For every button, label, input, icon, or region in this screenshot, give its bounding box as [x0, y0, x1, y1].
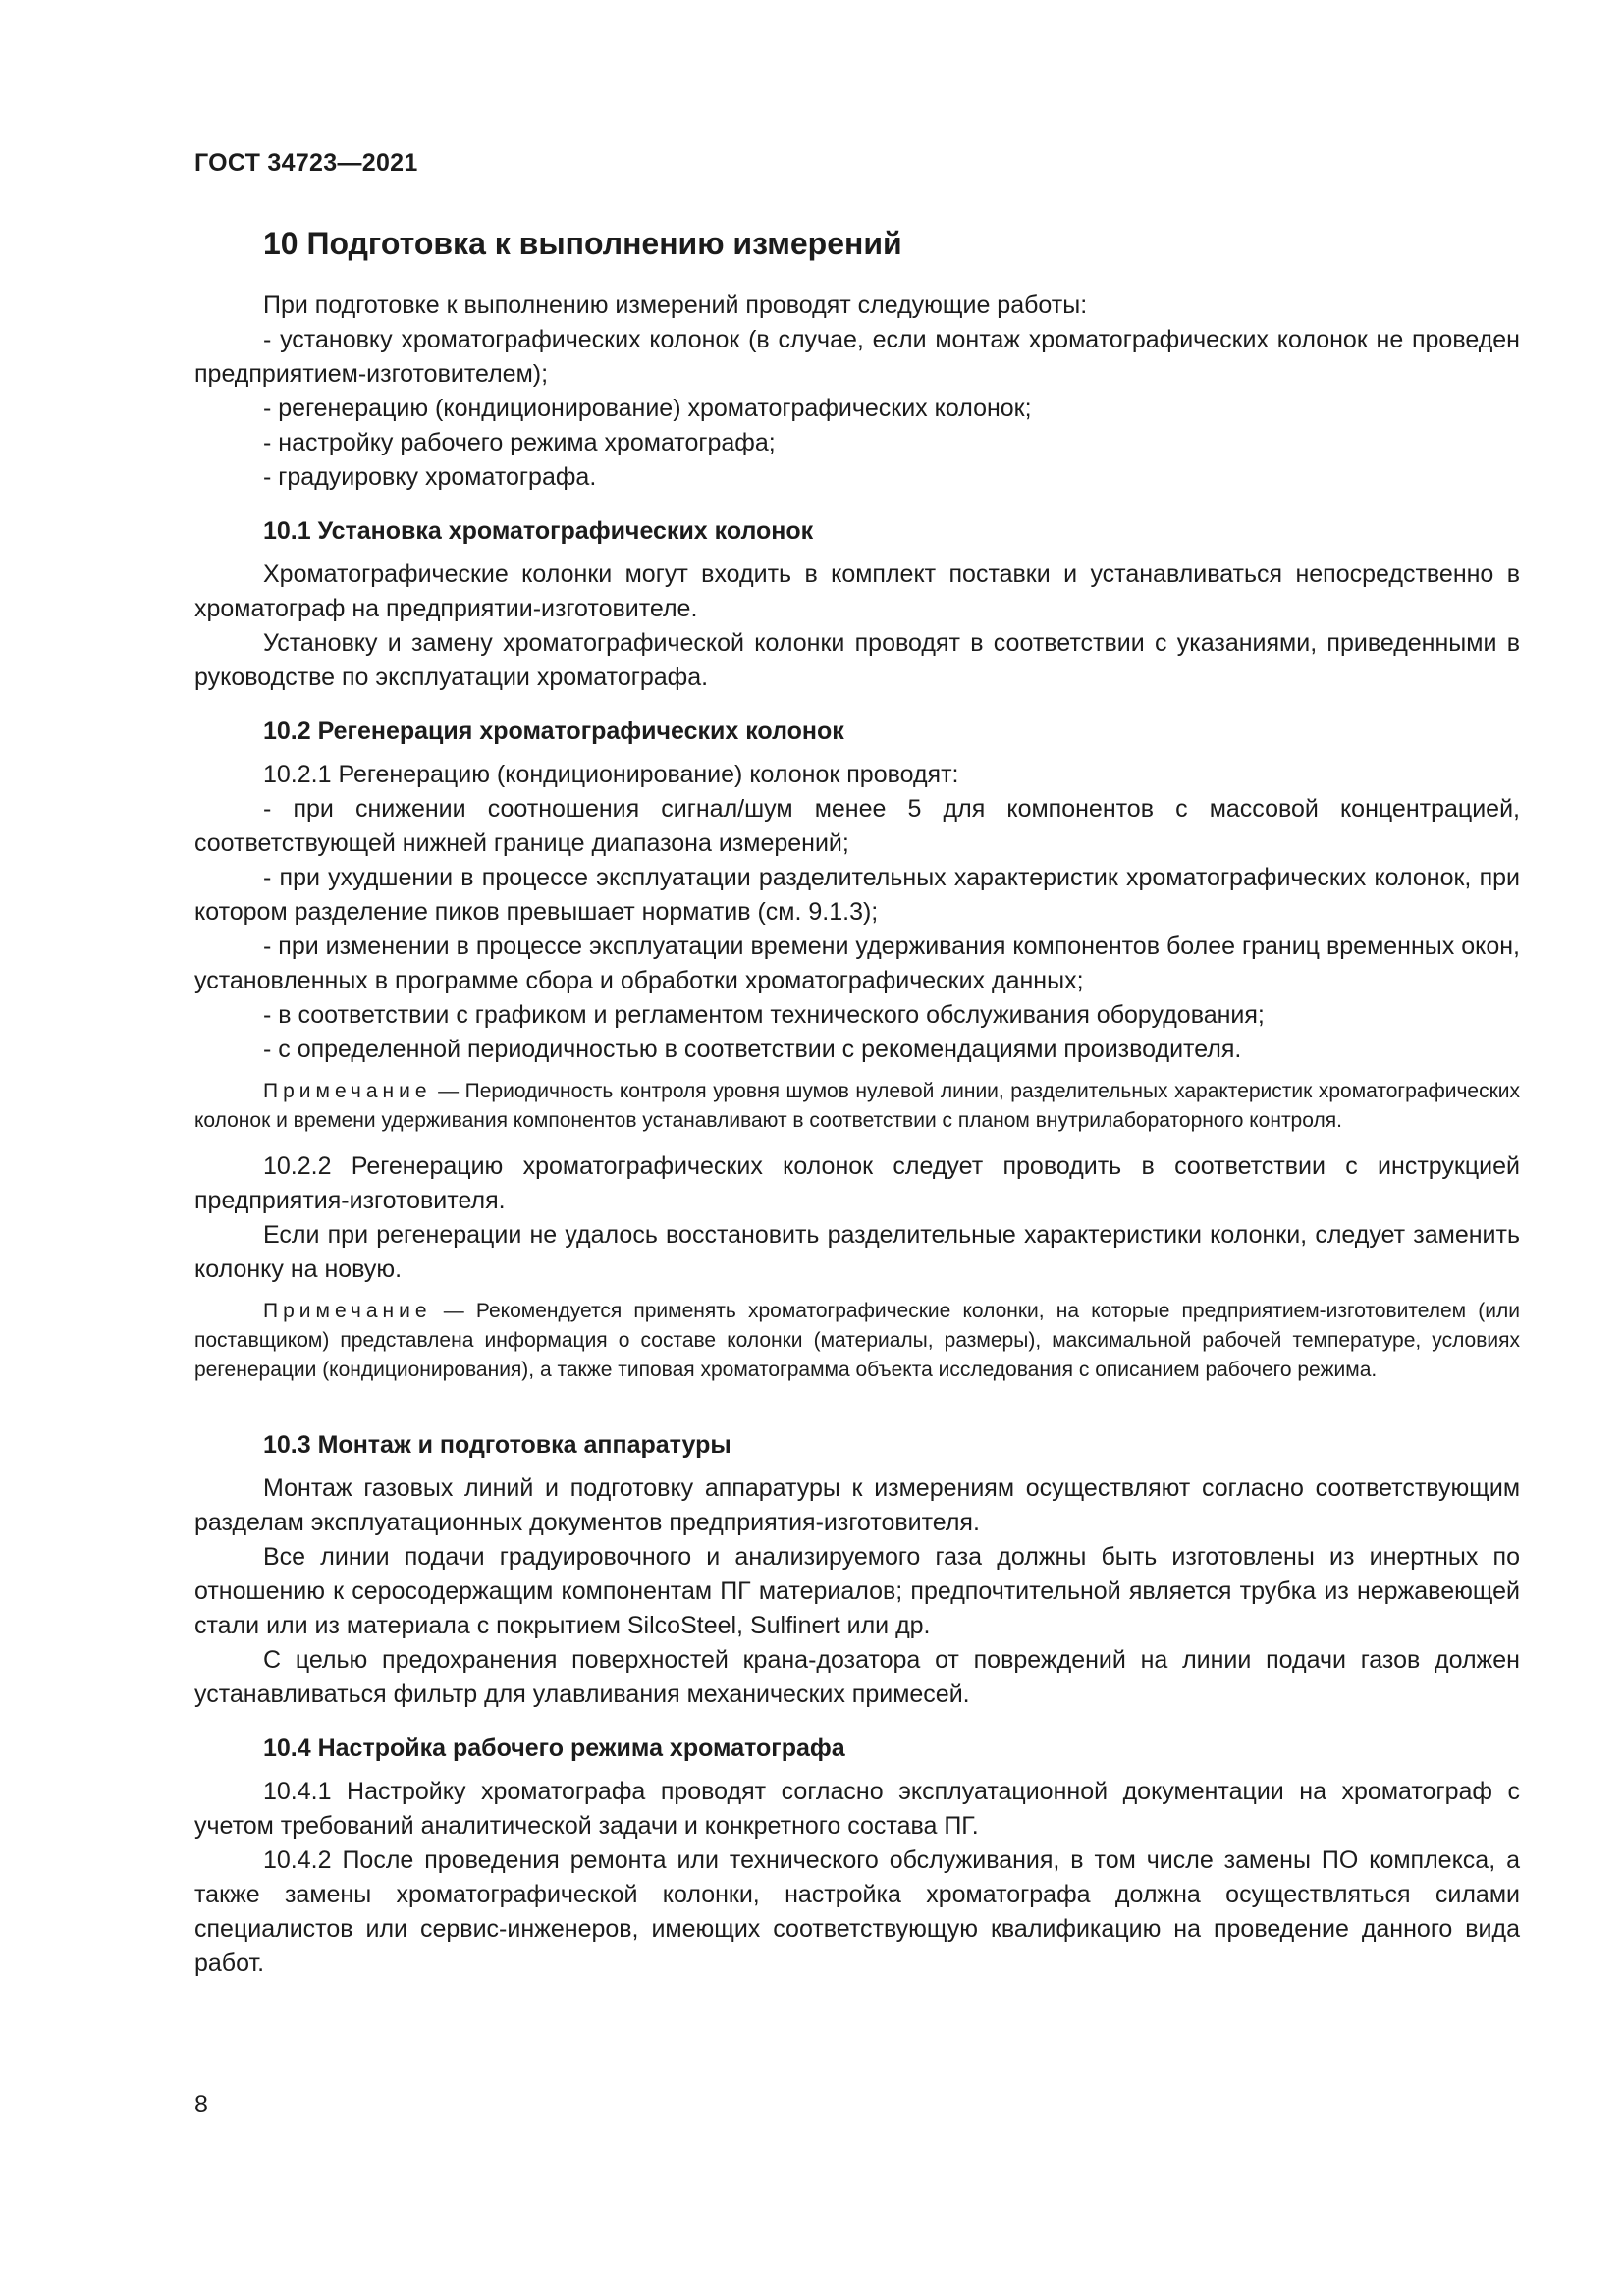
section-10-1-title: 10.1 Установка хроматографических колонок: [263, 517, 814, 545]
list-item: - при изменении в процессе эксплуатации времени удерживания компонентов более границ временных окон, установленных в программе сбора и обработки хроматографических данных;: [194, 933, 1520, 994]
section-10-2-title: 10.2 Регенерация хроматографических колонок: [263, 718, 844, 745]
note: [194, 1297, 1520, 1385]
document-code: ГОСТ 34723—2021: [194, 149, 418, 177]
list-item: - регенерацию (кондиционирование) хроматографических колонок;: [263, 395, 1032, 422]
list-item: - градуировку хроматографа.: [263, 463, 597, 491]
section-10-3-title: 10.3 Монтаж и подготовка аппаратуры: [263, 1431, 731, 1459]
paragraph: При подготовке к выполнению измерений проводят следующие работы:: [263, 292, 1088, 319]
list-item: - при снижении соотношения сигнал/шум менее 5 для компонентов с массовой концентрацией, соответствующей нижней границе диапазона измерений;: [194, 795, 1520, 857]
list-item: - установку хроматографических колонок (в случае, если монтаж хроматографических колонок не проведен предприятием-изготовителем);: [194, 326, 1520, 388]
note-label: Примечание: [263, 1300, 432, 1322]
paragraph: 10.4.1 Настройку хроматографа проводят согласно эксплуатационной документации на хроматограф с учетом требований аналитической задачи и конкретного состава ПГ.: [194, 1778, 1520, 1840]
paragraph: Хроматографические колонки могут входить в комплект поставки и устанавливаться непосредственно в хроматограф на предприятии-изготовителе.: [194, 561, 1520, 622]
note-text: — Периодичность контроля уровня шумов нулевой линии, разделительных характеристик хроматографических колонок и времени удерживания компонентов устанавливают в соответствии с планом внутрилабораторного контроля.: [194, 1080, 1520, 1132]
list-item: - при ухудшении в процессе эксплуатации разделительных характеристик хроматографических колонок, при котором разделение пиков превышает норматив (см. 9.1.3);: [194, 864, 1520, 926]
note: [194, 1077, 1520, 1136]
section-10-title: 10 Подготовка к выполнению измерений: [263, 226, 902, 261]
paragraph: Если при регенерации не удалось восстановить разделительные характеристики колонки, следует заменить колонку на новую.: [194, 1221, 1520, 1283]
document-body: [194, 224, 1520, 1981]
page-number: 8: [194, 2091, 208, 2118]
paragraph: Установку и замену хроматографической колонки проводят в соответствии с указаниями, приведенными в руководстве по эксплуатации хроматографа.: [194, 629, 1520, 691]
list-item: - с определенной периодичностью в соответствии с рекомендациями производителя.: [263, 1036, 1242, 1063]
list-item: - в соответствии с графиком и регламентом технического обслуживания оборудования;: [263, 1001, 1265, 1029]
paragraph: 10.4.2 После проведения ремонта или технического обслуживания, в том числе замены ПО комплекса, а также замены хроматографической колонки, настройка хроматографа должна осуществляться силами специалистов или сервис-инженеров, имеющих соответствующую квалификацию на проведение данного вида работ.: [194, 1846, 1520, 1977]
paragraph: 10.2.2 Регенерацию хроматографических колонок следует проводить в соответствии с инструкцией предприятия-изготовителя.: [194, 1152, 1520, 1214]
paragraph: 10.2.1 Регенерацию (кондиционирование) колонок проводят:: [263, 761, 959, 788]
list-item: - настройку рабочего режима хроматографа;: [263, 429, 776, 456]
paragraph: С целью предохранения поверхностей крана-дозатора от повреждений на линии подачи газов должен устанавливаться фильтр для улавливания механических примесей.: [194, 1646, 1520, 1708]
paragraph: Монтаж газовых линий и подготовку аппаратуры к измерениям осуществляют согласно соответствующим разделам эксплуатационных документов предприятия-изготовителя.: [194, 1474, 1520, 1536]
paragraph: Все линии подачи градуировочного и анализируемого газа должны быть изготовлены из инертных по отношению к серосодержащим компонентам ПГ материалов; предпочтительной является трубка из нержавеющей стали или из материала с покрытием SilcoSteel, Sulfinert или др.: [194, 1543, 1520, 1639]
note-text: — Рекомендуется применять хроматографические колонки, на которые предприятием-изготовителем (или поставщиком) представлена информация о составе колонки (материалы, размеры), максимальной рабочей температуре, условиях регенерации (кондиционирования), а также типовая хроматограмма объекта исследования с описанием рабочего режима.: [194, 1300, 1520, 1381]
note-label: Примечание: [263, 1080, 432, 1102]
section-10-4-title: 10.4 Настройка рабочего режима хроматографа: [263, 1735, 845, 1762]
